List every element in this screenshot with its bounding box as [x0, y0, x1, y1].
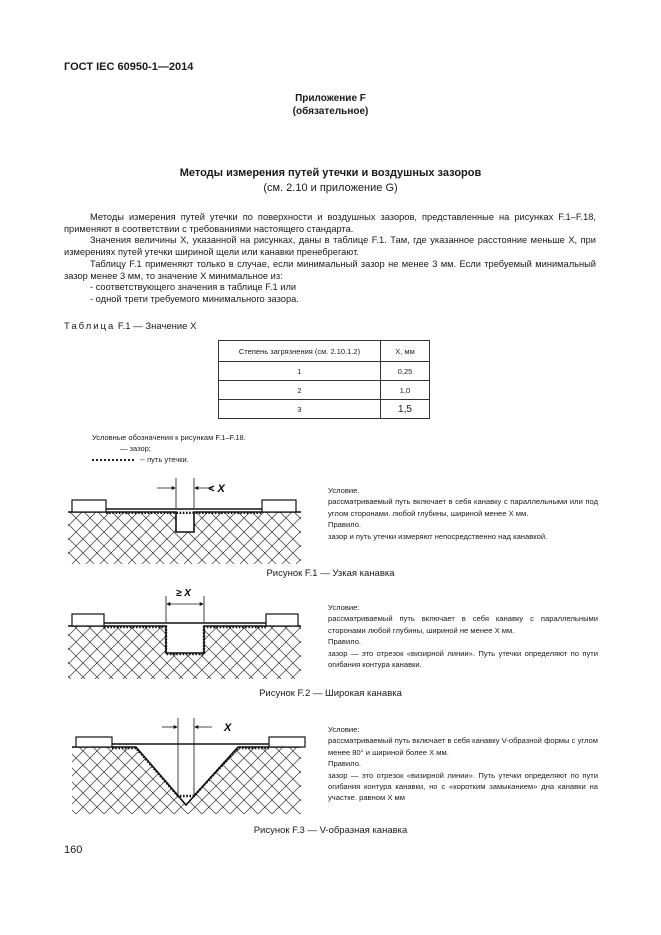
- table-row: [219, 400, 430, 419]
- rule-text: зазор и путь утечки измеряют непосредственно над канавкой.: [328, 531, 548, 541]
- body-text: [64, 212, 596, 306]
- condition-text: рассматриваемый путь включает в себя канавку с параллельными или под углом сторонами. любой глубины, шириной менее X мм.: [328, 497, 598, 518]
- paragraph-2: Значения величины X, указанной на рисунках, даны в таблице F.1. Там, где указанное расстояние меньше X, при измерениях путей утечки шириной щели или канавки пренебрегают.: [64, 235, 596, 258]
- legend-creepage: -- путь утечки.: [92, 454, 246, 465]
- figure-narrow-groove: [62, 476, 307, 566]
- table-cell: 3: [219, 400, 381, 419]
- figure-2-description: [328, 602, 598, 670]
- dimension-label: < X: [208, 483, 225, 495]
- figure-1-caption: Рисунок F.1 — Узкая канавка: [266, 568, 395, 579]
- table-cell: 1,0: [381, 381, 430, 400]
- legend: [92, 432, 246, 465]
- condition-title: Условие:: [328, 725, 360, 734]
- rule-title: Правило.: [328, 520, 362, 530]
- list-item: - одной трети требуемого минимального зазора.: [90, 293, 299, 304]
- table-cell: 2: [219, 381, 381, 400]
- dimension-label: ≥ X: [176, 588, 191, 599]
- paragraph-1: Методы измерения путей утечки по поверхности и воздушных зазоров, представленные на рисунках F.1–F.18, применяют в соответствии с требованиями настоящего стандарта.: [64, 212, 596, 234]
- table-caption: [64, 321, 196, 332]
- list-item: - соответствующего значения в таблице F.1 или: [90, 282, 297, 293]
- table-header-cell: X, мм: [381, 341, 430, 362]
- figure-2-caption: Рисунок F.2 — Широкая канавка: [259, 688, 402, 699]
- table-header-cell: Степень загрязнения (см. 2.10.1.2): [219, 341, 381, 362]
- table-cell: 1,5: [381, 400, 430, 419]
- table-cell: 1: [219, 362, 381, 381]
- figure-1-description: [328, 485, 598, 542]
- paragraph-3: Таблицу F.1 применяют только в случае, если минимальный зазор не менее 3 мм. Если требуемый минимальный зазор менее 3 мм, то значение X минимальное из:: [64, 258, 596, 281]
- condition-title: Условие:: [328, 603, 360, 612]
- table-caption-prefix: Таблица: [64, 321, 116, 332]
- condition-text: рассматриваемый путь включает в себя канавку V-образной формы с углом менее 80° и шириной более X мм.: [328, 736, 598, 757]
- rule-text: зазор — это отрезок «визирной линии». Путь утечки определяют по пути огибания контура канавки.: [328, 648, 598, 670]
- condition-title: Условие.: [328, 486, 360, 495]
- section-subtitle: (см. 2.10 и приложение G): [263, 182, 398, 194]
- document-header: ГОСТ IEC 60950-1—2014: [64, 61, 194, 73]
- table-cell: 0,25: [381, 362, 430, 381]
- value-table: [218, 340, 430, 419]
- rule-title: Правило.: [328, 759, 362, 769]
- condition-text: рассматриваемый путь включает в себя канавку с параллельными сторонами любой глубины, шириной не менее X мм.: [328, 614, 598, 635]
- dimension-label: X: [224, 722, 232, 734]
- table-row: [219, 362, 430, 381]
- table-header-row: [219, 341, 430, 362]
- legend-intro: Условные обозначения к рисункам F.1–F.18.: [92, 433, 246, 442]
- page-number: 160: [64, 844, 83, 856]
- legend-clearance: — зазор;: [120, 444, 151, 453]
- table-caption-rest: F.1 — Значение X: [117, 321, 197, 332]
- table-row: [219, 381, 430, 400]
- annex-status: (обязательное): [292, 106, 369, 117]
- figure-3-description: [328, 724, 598, 804]
- rule-title: Правило.: [328, 637, 362, 647]
- rule-text: зазор — это отрезок «визирной линии». Путь утечки определяют по пути огибания контура канавки, но с «коротким замыканием» дна канавки на участке. равном X мм: [328, 770, 598, 803]
- annex-title: Приложение F: [295, 93, 366, 104]
- figure-3-caption: Рисунок F.3 — V-образная канавка: [253, 825, 408, 836]
- dotted-line-icon: [92, 459, 134, 461]
- figure-wide-groove: [62, 586, 307, 681]
- section-title: Методы измерения путей утечки и воздушных зазоров: [179, 167, 482, 179]
- figure-v-groove: [62, 716, 307, 816]
